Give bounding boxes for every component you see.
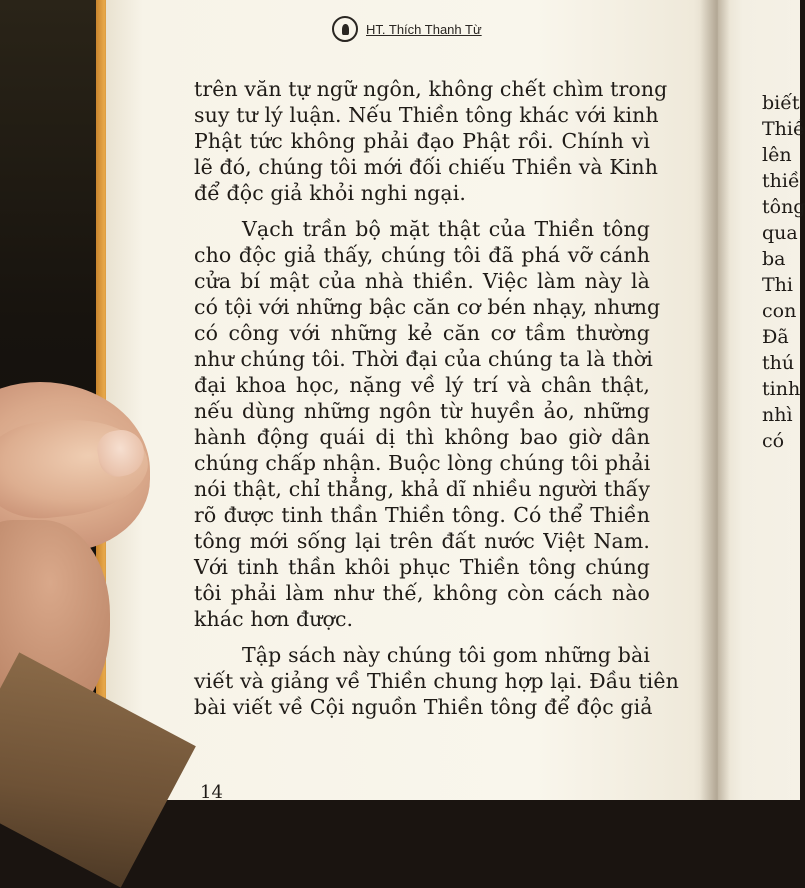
text-line: Với tinh thần khôi phục Thiền tông chúng	[194, 555, 650, 579]
right-text-fragment: lên	[762, 144, 792, 166]
page-body-text	[194, 76, 679, 720]
text-line: như chúng tôi. Thời đại của chúng ta là thời	[194, 347, 653, 371]
text-line: hành động quái dị thì không bao giờ dân	[194, 425, 650, 449]
text-line: khác hơn được.	[194, 607, 354, 631]
text-line: có tội với những bậc căn cơ bén nhạy, nhưng	[194, 295, 661, 319]
text-line: Tập sách này chúng tôi gom những bài	[242, 643, 650, 667]
text-line: chúng chấp nhận. Buộc lòng chúng tôi phải	[194, 451, 651, 475]
right-text-fragment: tông	[762, 196, 805, 218]
meditating-monk-logo-icon	[332, 16, 358, 42]
right-text-fragment: có	[762, 430, 785, 452]
header-author-name: HT. Thích Thanh Từ	[366, 21, 482, 37]
right-text-fragment: nhì	[762, 404, 793, 426]
right-text-fragment: biết	[762, 92, 800, 114]
text-line: Vạch trần bộ mặt thật của Thiền tông	[242, 217, 650, 241]
text-line: suy tư lý luận. Nếu Thiền tông khác với kinh	[194, 103, 659, 127]
right-text-fragment: Thiề	[762, 118, 805, 140]
right-text-fragment: thiề	[762, 170, 800, 192]
text-line: nói thật, chỉ thẳng, khả dĩ nhiều người thấy	[194, 477, 650, 501]
right-text-fragment: ba	[762, 248, 786, 270]
page-number: 14	[200, 782, 223, 803]
text-line: Phật tức không phải đạo Phật rồi. Chính vì	[194, 129, 650, 153]
text-line: tôi phải làm như thế, không còn cách nào	[194, 581, 650, 605]
text-line: trên văn tự ngữ ngôn, không chết chìm trong	[194, 77, 668, 101]
text-line: bài viết về Cội nguồn Thiền tông để độc giả	[194, 695, 653, 719]
running-header	[332, 14, 482, 44]
right-text-fragment: Thi	[762, 274, 793, 296]
text-line: nếu dùng những ngôn từ huyền ảo, những	[194, 399, 650, 423]
text-line: tông mới sống lại trên đất nước Việt Nam.	[194, 529, 650, 553]
text-line: đại khoa học, nặng về lý trí và chân thật,	[194, 373, 650, 397]
book-gutter-shadow	[700, 0, 730, 800]
text-line: có công với những kẻ căn cơ tầm thường	[194, 321, 650, 345]
right-text-fragment: thú	[762, 352, 795, 374]
right-text-fragment: con	[762, 300, 797, 322]
text-line: lẽ đó, chúng tôi mới đối chiếu Thiền và Kinh	[194, 155, 659, 179]
right-text-fragment: Đã	[762, 326, 789, 348]
text-line: rõ được tinh thần Thiền tông. Có thể Thiền	[194, 503, 650, 527]
text-line: cửa bí mật của nhà thiền. Việc làm này là	[194, 269, 650, 293]
right-page-text	[762, 90, 805, 454]
text-line: cho độc giả thấy, chúng tôi đã phá vỡ cánh	[194, 243, 650, 267]
right-text-fragment: qua	[762, 222, 798, 244]
text-line: viết và giảng về Thiền chung hợp lại. Đầu tiên	[194, 669, 679, 693]
right-text-fragment: tinh	[762, 378, 801, 400]
text-line: để độc giả khỏi nghi ngại.	[194, 181, 466, 205]
